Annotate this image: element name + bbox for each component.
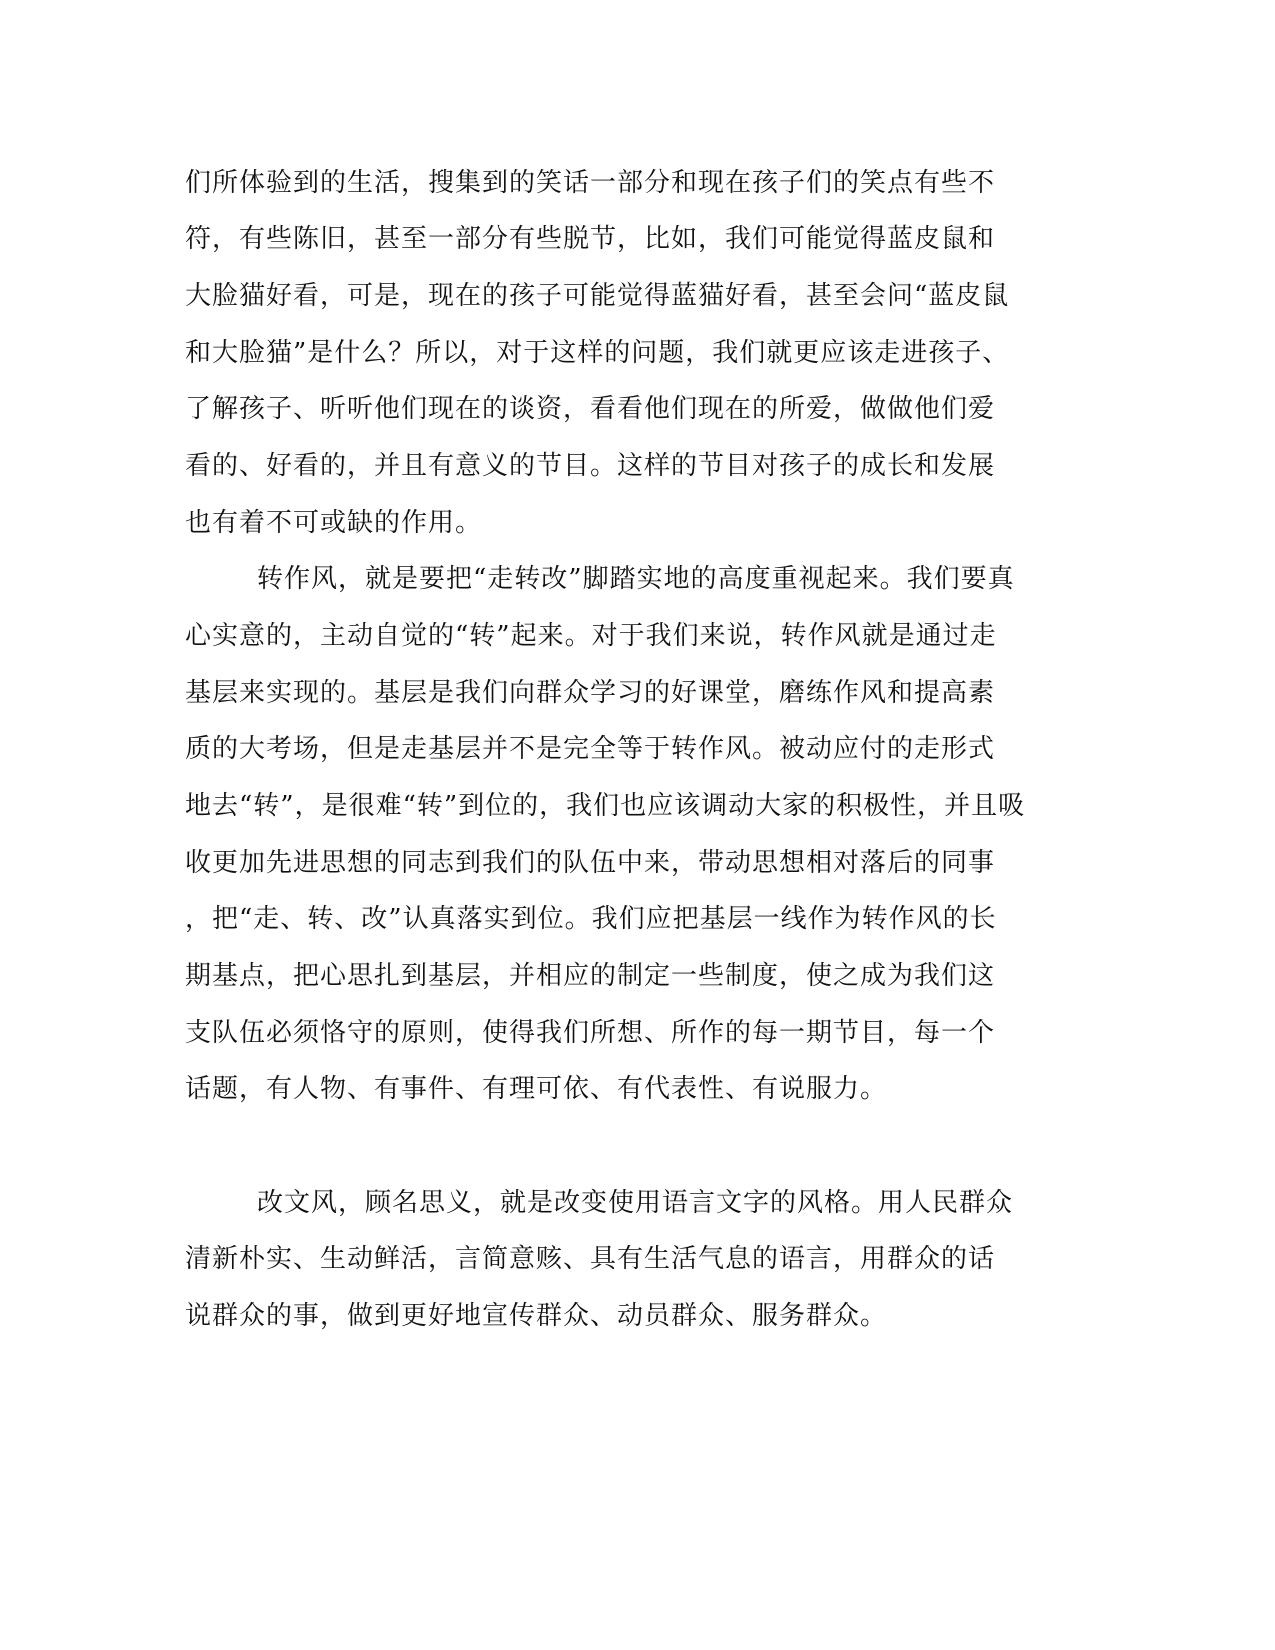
paragraph-1-line-7: 也有着不可或缺的作用。	[185, 508, 483, 538]
paragraph-1-line-4: 和大脸猫”是什么？所以，对于这样的问题，我们就更应该走进孩子、	[185, 338, 1010, 368]
paragraph-3-line-1: 改文风，顾名思义，就是改变使用语言文字的风格。用人民群众	[257, 1188, 1014, 1218]
paragraph-3-line-3: 说群众的事，做到更好地宣传群众、动员群众、服务群众。	[185, 1301, 888, 1331]
paragraph-2-line-8: 期基点，把心思扎到基层，并相应的制定一些制度，使之成为我们这	[185, 961, 996, 991]
paragraph-2-line-5: 地去“转”，是很难“转”到位的，我们也应该调动大家的积极性，并且吸	[185, 791, 1026, 821]
paragraph-2-line-1: 转作风，就是要把“走转改”脚踏实地的高度重视起来。我们要真	[257, 564, 1015, 594]
paragraph-2-line-6: 收更加先进思想的同志到我们的队伍中来，带动思想相对落后的同事	[185, 848, 996, 878]
paragraph-1-line-5: 了解孩子、听听他们现在的谈资，看看他们现在的所爱，做做他们爱	[185, 394, 996, 424]
paragraph-2-line-9: 支队伍必须恪守的原则，使得我们所想、所作的每一期节目，每一个	[185, 1018, 996, 1048]
paragraph-2-line-7: ，把“走、转、改”认真落实到位。我们应把基层一线作为转作风的长	[185, 904, 997, 934]
paragraph-2-line-3: 基层来实现的。基层是我们向群众学习的好课堂，磨练作风和提高素	[185, 678, 996, 708]
paragraph-2-line-4: 质的大考场，但是走基层并不是完全等于转作风。被动应付的走形式	[185, 734, 996, 764]
paragraph-3-line-2: 清新朴实、生动鲜活，言简意赅、具有生活气息的语言，用群众的话	[185, 1244, 996, 1274]
paragraph-1-line-3: 大脸猫好看，可是，现在的孩子可能觉得蓝猫好看，甚至会问“蓝皮鼠	[185, 281, 1010, 311]
paragraph-1-line-1: 们所体验到的生活，搜集到的笑话一部分和现在孩子们的笑点有些不	[185, 168, 996, 198]
paragraph-2-line-11	[185, 1126, 1065, 1166]
paragraph-2-line-10: 话题，有人物、有事件、有理可依、有代表性、有说服力。	[185, 1074, 888, 1104]
paragraph-2-line-2: 心实意的，主动自觉的“转”起来。对于我们来说，转作风就是通过走	[185, 621, 997, 651]
paragraph-1-line-6: 看的、好看的，并且有意义的节目。这样的节目对孩子的成长和发展	[185, 451, 996, 481]
paragraph-1-line-2: 符，有些陈旧，甚至一部分有些脱节，比如，我们可能觉得蓝皮鼠和	[185, 224, 996, 254]
